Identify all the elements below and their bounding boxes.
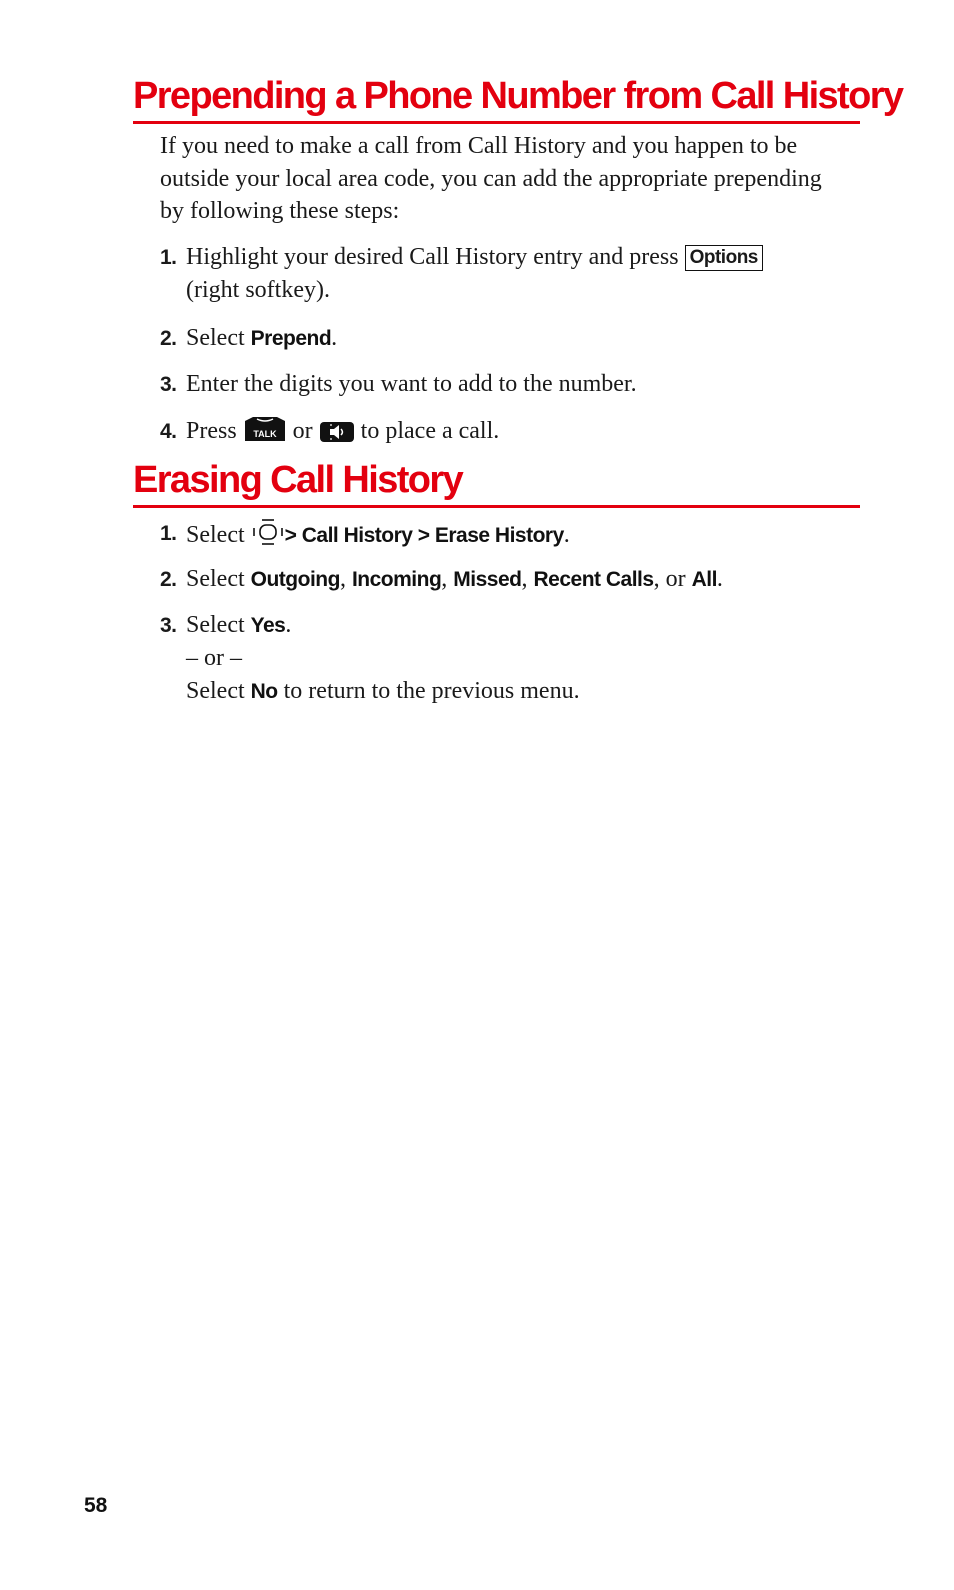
talk-key-label: TALK: [253, 429, 277, 439]
step-text-main: Select: [186, 325, 251, 351]
option-all: All: [691, 568, 717, 591]
step-number: 2.: [160, 327, 177, 350]
step-number: 2.: [160, 568, 177, 591]
options-softkey-label: Options: [685, 245, 763, 271]
option-missed: Missed: [453, 568, 522, 591]
step-text-continued: (right softkey).: [186, 277, 330, 303]
step-text: Enter the digits you want to add to the number.: [186, 371, 637, 397]
step-text: [186, 517, 570, 557]
separator: ,: [521, 566, 534, 592]
menu-navigation-key-icon: [251, 517, 285, 557]
step-text-end: .: [716, 566, 723, 592]
section-heading-erasing: Erasing Call History: [133, 458, 860, 508]
option-no: No: [250, 680, 278, 703]
step-text: [186, 415, 499, 453]
step-alt-text: [186, 675, 580, 708]
step-number: 3.: [160, 614, 177, 637]
step-text-main: Select: [186, 566, 251, 592]
menu-path: > Call History > Erase History: [284, 524, 564, 547]
step-text: [186, 241, 763, 274]
step-text: [186, 322, 337, 355]
step-text-end: to place a call.: [354, 418, 500, 444]
step-text-or: or: [286, 418, 319, 444]
step-text: [186, 563, 723, 596]
option-yes: Yes: [250, 614, 286, 637]
step-text-main: Highlight your desired Call History entry and press: [186, 244, 685, 270]
step-text-end: .: [285, 612, 292, 638]
step-number: 3.: [160, 373, 177, 396]
step-text-main: Select: [186, 522, 251, 548]
step-alt-text-end: to return to the previous menu.: [277, 678, 580, 704]
step-text: [186, 609, 291, 642]
option-outgoing: Outgoing: [250, 568, 340, 591]
separator: ,: [339, 566, 352, 592]
step-number: 4.: [160, 420, 177, 443]
step-alt-text-main: Select: [186, 678, 251, 704]
step-number: 1.: [160, 246, 177, 269]
menu-option-prepend: Prepend: [250, 327, 332, 350]
separator: ,: [441, 566, 454, 592]
or-separator-line: – or –: [186, 645, 242, 671]
intro-paragraph: If you need to make a call from Call History and you happen to be outside your local area code, you can add the appropriate prepending by following these steps:: [160, 133, 822, 224]
step-text-main: Select: [186, 612, 251, 638]
separator: , or: [653, 566, 692, 592]
talk-key-icon: [243, 415, 287, 453]
step-text-end: .: [331, 325, 338, 351]
section-heading-prepending: Prepending a Phone Number from Call History: [133, 74, 860, 124]
option-recent-calls: Recent Calls: [533, 568, 654, 591]
option-incoming: Incoming: [351, 568, 442, 591]
page-number: 58: [84, 1494, 108, 1517]
step-text-end: .: [563, 522, 570, 548]
speakerphone-key-icon: [319, 420, 355, 453]
step-number: 1.: [160, 522, 177, 545]
step-text-main: Press: [186, 418, 243, 444]
